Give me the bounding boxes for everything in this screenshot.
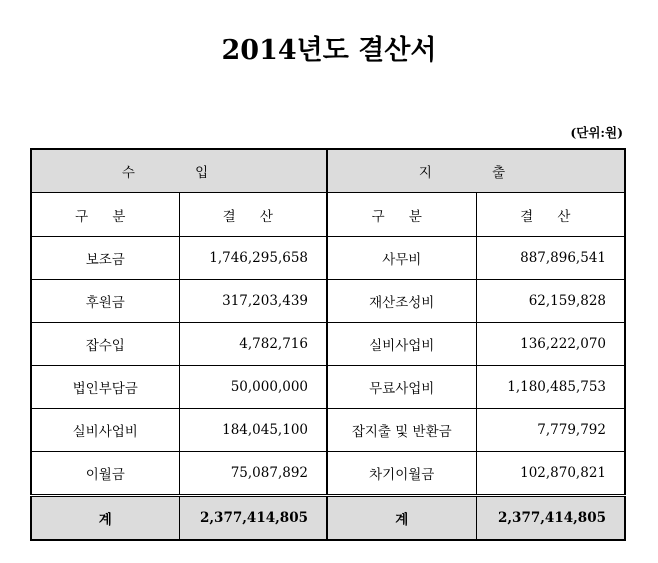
income-section-header: 수 입 <box>31 149 327 193</box>
income-amount: 317,203,439 <box>179 280 327 323</box>
expense-settlement-header: 결 산 <box>476 193 625 237</box>
unit-label: (단위:원) <box>570 125 623 140</box>
settlement-table <box>30 148 626 541</box>
income-category-header: 구 분 <box>31 193 179 237</box>
income-settlement-header: 결 산 <box>179 193 327 237</box>
income-amount: 4,782,716 <box>179 323 327 366</box>
income-item: 이월금 <box>31 452 179 496</box>
expense-item: 차기이월금 <box>327 452 476 496</box>
table-row <box>31 237 625 280</box>
table-row <box>31 323 625 366</box>
expense-total-label: 계 <box>327 496 476 541</box>
total-row <box>31 496 625 541</box>
expense-amount: 62,159,828 <box>476 280 625 323</box>
income-amount: 184,045,100 <box>179 409 327 452</box>
income-amount: 75,087,892 <box>179 452 327 496</box>
income-item: 보조금 <box>31 237 179 280</box>
income-item: 실비사업비 <box>31 409 179 452</box>
document-title: 2014년도 결산서 <box>221 35 437 66</box>
income-total-label: 계 <box>31 496 179 541</box>
expense-section-header: 지 출 <box>327 149 625 193</box>
income-amount: 1,746,295,658 <box>179 237 327 280</box>
table-row <box>31 366 625 409</box>
income-item: 후원금 <box>31 280 179 323</box>
table-row <box>31 452 625 496</box>
income-total-amount: 2,377,414,805 <box>179 496 327 541</box>
section-header-row <box>31 149 625 193</box>
expense-item: 재산조성비 <box>327 280 476 323</box>
expense-item: 사무비 <box>327 237 476 280</box>
expense-item: 실비사업비 <box>327 323 476 366</box>
expense-item: 잡지출 및 반환금 <box>327 409 476 452</box>
expense-amount: 7,779,792 <box>476 409 625 452</box>
income-item: 잡수입 <box>31 323 179 366</box>
table-row <box>31 280 625 323</box>
table-row <box>31 409 625 452</box>
expense-amount: 102,870,821 <box>476 452 625 496</box>
expense-amount: 136,222,070 <box>476 323 625 366</box>
expense-total-amount: 2,377,414,805 <box>476 496 625 541</box>
expense-amount: 1,180,485,753 <box>476 366 625 409</box>
expense-item: 무료사업비 <box>327 366 476 409</box>
column-header-row <box>31 193 625 237</box>
expense-amount: 887,896,541 <box>476 237 625 280</box>
income-amount: 50,000,000 <box>179 366 327 409</box>
income-item: 법인부담금 <box>31 366 179 409</box>
expense-category-header: 구 분 <box>327 193 476 237</box>
